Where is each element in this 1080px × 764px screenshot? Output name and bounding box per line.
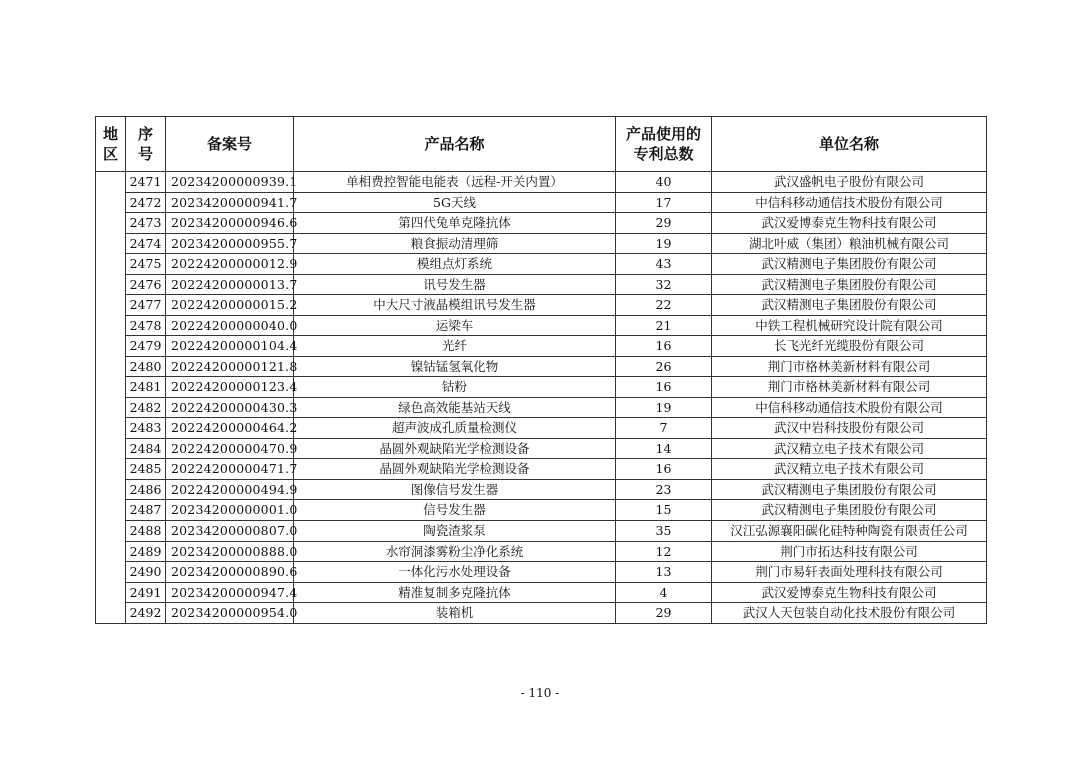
product-name-cell: 单相费控智能电能表（远程-开关内置） <box>294 172 616 193</box>
product-name-cell: 一体化污水处理设备 <box>294 562 616 583</box>
table-row <box>96 213 987 234</box>
company-cell: 武汉精测电子集团股份有限公司 <box>712 254 987 275</box>
company-cell: 中铁工程机械研究设计院有限公司 <box>712 315 987 336</box>
record-no-cell: 20234200000890.6 <box>166 562 294 583</box>
seq-cell: 2488 <box>126 520 166 541</box>
patent-count-cell: 23 <box>616 479 712 500</box>
table-row <box>96 438 987 459</box>
registration-table <box>95 116 987 624</box>
product-name-cell: 绿色高效能基站天线 <box>294 397 616 418</box>
company-cell: 荆门市易轩表面处理科技有限公司 <box>712 562 987 583</box>
product-name-cell: 模组点灯系统 <box>294 254 616 275</box>
record-no-cell: 20224200000471.7 <box>166 459 294 480</box>
table-row <box>96 315 987 336</box>
header-seq: 序 号 <box>126 117 166 172</box>
record-no-cell: 20224200000040.0 <box>166 315 294 336</box>
company-cell: 长飞光纤光缆股份有限公司 <box>712 336 987 357</box>
page-number: - 110 - <box>520 686 560 700</box>
patent-count-cell: 19 <box>616 397 712 418</box>
patent-count-cell: 12 <box>616 541 712 562</box>
product-name-cell: 第四代兔单克隆抗体 <box>294 213 616 234</box>
patent-count-cell: 21 <box>616 315 712 336</box>
seq-cell: 2491 <box>126 582 166 603</box>
seq-cell: 2480 <box>126 356 166 377</box>
record-no-cell: 20234200000947.4 <box>166 582 294 603</box>
company-cell: 武汉爱博泰克生物科技有限公司 <box>712 582 987 603</box>
table-row <box>96 541 987 562</box>
table-row <box>96 295 987 316</box>
patent-count-cell: 29 <box>616 213 712 234</box>
product-name-cell: 5G天线 <box>294 192 616 213</box>
product-name-cell: 粮食振动清理筛 <box>294 233 616 254</box>
table-row <box>96 603 987 624</box>
seq-cell: 2484 <box>126 438 166 459</box>
company-cell: 武汉中岩科技股份有限公司 <box>712 418 987 439</box>
table-row <box>96 418 987 439</box>
patent-count-cell: 17 <box>616 192 712 213</box>
product-name-cell: 信号发生器 <box>294 500 616 521</box>
seq-cell: 2487 <box>126 500 166 521</box>
record-no-cell: 20234200000001.0 <box>166 500 294 521</box>
seq-cell: 2486 <box>126 479 166 500</box>
record-no-cell: 20234200000954.0 <box>166 603 294 624</box>
seq-cell: 2478 <box>126 315 166 336</box>
seq-cell: 2473 <box>126 213 166 234</box>
company-cell: 武汉精测电子集团股份有限公司 <box>712 295 987 316</box>
header-product-name: 产品名称 <box>294 117 616 172</box>
region-cell <box>96 172 126 624</box>
product-name-cell: 图像信号发生器 <box>294 479 616 500</box>
table-body <box>96 172 987 624</box>
patent-count-cell: 35 <box>616 520 712 541</box>
company-cell: 武汉人天包装自动化技术股份有限公司 <box>712 603 987 624</box>
seq-cell: 2472 <box>126 192 166 213</box>
product-name-cell: 精准复制多克隆抗体 <box>294 582 616 603</box>
seq-cell: 2492 <box>126 603 166 624</box>
product-name-cell: 水帘洞漆雾粉尘净化系统 <box>294 541 616 562</box>
table-row <box>96 582 987 603</box>
company-cell: 武汉精测电子集团股份有限公司 <box>712 274 987 295</box>
company-cell: 中信科移动通信技术股份有限公司 <box>712 397 987 418</box>
product-name-cell: 陶瓷渣浆泵 <box>294 520 616 541</box>
record-no-cell: 20224200000464.2 <box>166 418 294 439</box>
product-name-cell: 镍钴锰氢氧化物 <box>294 356 616 377</box>
company-cell: 汉江弘源襄阳碳化硅特种陶瓷有限责任公司 <box>712 520 987 541</box>
record-no-cell: 20234200000946.6 <box>166 213 294 234</box>
seq-cell: 2471 <box>126 172 166 193</box>
record-no-cell: 20234200000807.0 <box>166 520 294 541</box>
patent-count-cell: 22 <box>616 295 712 316</box>
seq-cell: 2489 <box>126 541 166 562</box>
product-name-cell: 装箱机 <box>294 603 616 624</box>
record-no-cell: 20234200000941.7 <box>166 192 294 213</box>
patent-count-cell: 14 <box>616 438 712 459</box>
product-name-cell: 运梁车 <box>294 315 616 336</box>
seq-cell: 2481 <box>126 377 166 398</box>
seq-cell: 2479 <box>126 336 166 357</box>
product-name-cell: 中大尺寸液晶模组讯号发生器 <box>294 295 616 316</box>
company-cell: 荆门市格林美新材料有限公司 <box>712 356 987 377</box>
patent-count-cell: 32 <box>616 274 712 295</box>
table-row <box>96 479 987 500</box>
record-no-cell: 20224200000015.2 <box>166 295 294 316</box>
header-row <box>96 117 987 172</box>
record-no-cell: 20224200000123.4 <box>166 377 294 398</box>
patent-count-cell: 16 <box>616 459 712 480</box>
seq-cell: 2485 <box>126 459 166 480</box>
table-row <box>96 500 987 521</box>
table-row <box>96 274 987 295</box>
table-row <box>96 192 987 213</box>
header-record-no: 备案号 <box>166 117 294 172</box>
table-row <box>96 254 987 275</box>
seq-cell: 2490 <box>126 562 166 583</box>
patent-count-cell: 16 <box>616 377 712 398</box>
record-no-cell: 20224200000013.7 <box>166 274 294 295</box>
company-cell: 武汉盛帆电子股份有限公司 <box>712 172 987 193</box>
table-row <box>96 459 987 480</box>
table-row <box>96 397 987 418</box>
company-cell: 武汉精立电子技术有限公司 <box>712 459 987 480</box>
record-no-cell: 20234200000939.1 <box>166 172 294 193</box>
company-cell: 武汉精测电子集团股份有限公司 <box>712 479 987 500</box>
product-name-cell: 晶圆外观缺陷光学检测设备 <box>294 438 616 459</box>
seq-cell: 2483 <box>126 418 166 439</box>
table-row <box>96 172 987 193</box>
header-patent-count: 产品使用的 专利总数 <box>616 117 712 172</box>
patent-count-cell: 13 <box>616 562 712 583</box>
header-region: 地 区 <box>96 117 126 172</box>
seq-cell: 2475 <box>126 254 166 275</box>
seq-cell: 2477 <box>126 295 166 316</box>
patent-count-cell: 26 <box>616 356 712 377</box>
company-cell: 武汉精立电子技术有限公司 <box>712 438 987 459</box>
seq-cell: 2474 <box>126 233 166 254</box>
product-name-cell: 钴粉 <box>294 377 616 398</box>
table-row <box>96 520 987 541</box>
patent-count-cell: 19 <box>616 233 712 254</box>
seq-cell: 2482 <box>126 397 166 418</box>
table-row <box>96 336 987 357</box>
patent-count-cell: 29 <box>616 603 712 624</box>
seq-cell: 2476 <box>126 274 166 295</box>
company-cell: 武汉精测电子集团股份有限公司 <box>712 500 987 521</box>
company-cell: 荆门市拓达科技有限公司 <box>712 541 987 562</box>
table-row <box>96 356 987 377</box>
patent-count-cell: 7 <box>616 418 712 439</box>
table-row <box>96 377 987 398</box>
product-name-cell: 讯号发生器 <box>294 274 616 295</box>
company-cell: 中信科移动通信技术股份有限公司 <box>712 192 987 213</box>
patent-count-cell: 43 <box>616 254 712 275</box>
record-no-cell: 20224200000121.8 <box>166 356 294 377</box>
record-no-cell: 20224200000470.9 <box>166 438 294 459</box>
table-row <box>96 562 987 583</box>
company-cell: 武汉爱博泰克生物科技有限公司 <box>712 213 987 234</box>
patent-count-cell: 16 <box>616 336 712 357</box>
record-no-cell: 20224200000012.9 <box>166 254 294 275</box>
product-name-cell: 晶圆外观缺陷光学检测设备 <box>294 459 616 480</box>
record-no-cell: 20234200000955.7 <box>166 233 294 254</box>
company-cell: 荆门市格林美新材料有限公司 <box>712 377 987 398</box>
record-no-cell: 20234200000888.0 <box>166 541 294 562</box>
record-no-cell: 20224200000494.9 <box>166 479 294 500</box>
record-no-cell: 20224200000430.3 <box>166 397 294 418</box>
header-company: 单位名称 <box>712 117 987 172</box>
company-cell: 湖北叶威（集团）粮油机械有限公司 <box>712 233 987 254</box>
product-name-cell: 光纤 <box>294 336 616 357</box>
patent-count-cell: 15 <box>616 500 712 521</box>
patent-count-cell: 40 <box>616 172 712 193</box>
patent-count-cell: 4 <box>616 582 712 603</box>
record-no-cell: 20224200000104.4 <box>166 336 294 357</box>
table-row <box>96 233 987 254</box>
product-name-cell: 超声波成孔质量检测仪 <box>294 418 616 439</box>
